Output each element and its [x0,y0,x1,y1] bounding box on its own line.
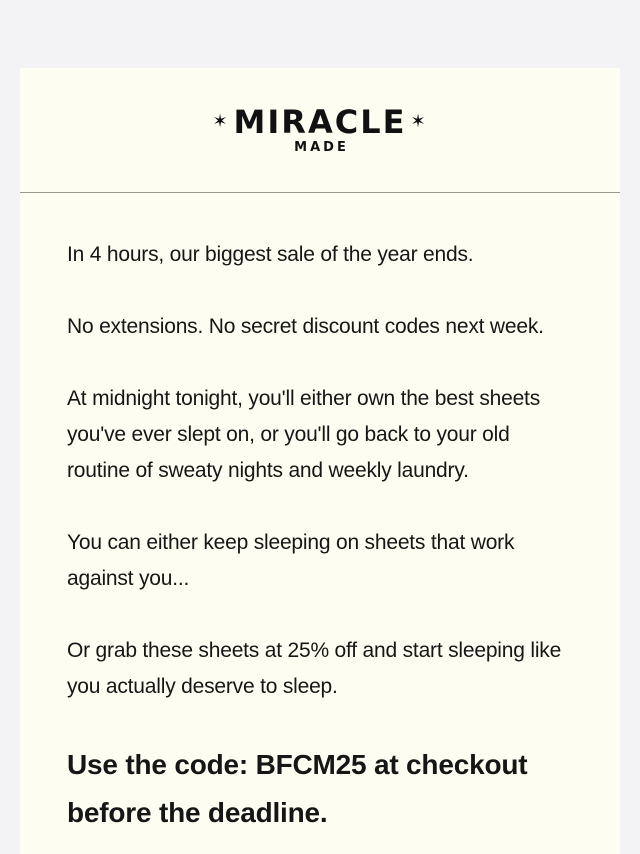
discount-code-callout: Use the code: BFCM25 at checkout before the deadline. [67,749,528,828]
star-icon-right: ✶ [410,111,428,132]
email-card [20,68,620,854]
email-body [20,193,620,837]
star-icon-left: ✶ [212,111,230,132]
logo-subname: MADE [294,140,349,155]
body-paragraph-4: You can either keep sleeping on sheets that work against you... [67,531,515,590]
logo-wordmark [208,104,431,140]
logo-name: MIRACLE [233,103,407,141]
body-paragraph-2: No extensions. No secret discount codes next week. [67,315,544,338]
body-paragraph-3: At midnight tonight, you'll either own the best sheets you've ever slept on, or you'll go back to your old routine of sweaty nights and weekly laundry. [67,387,540,482]
brand-logo[interactable] [20,68,620,156]
email-header [20,68,620,193]
body-paragraph-1: In 4 hours, our biggest sale of the year ends. [67,243,474,266]
body-paragraph-5: Or grab these sheets at 25% off and start sleeping like you actually deserve to sleep. [67,639,562,698]
